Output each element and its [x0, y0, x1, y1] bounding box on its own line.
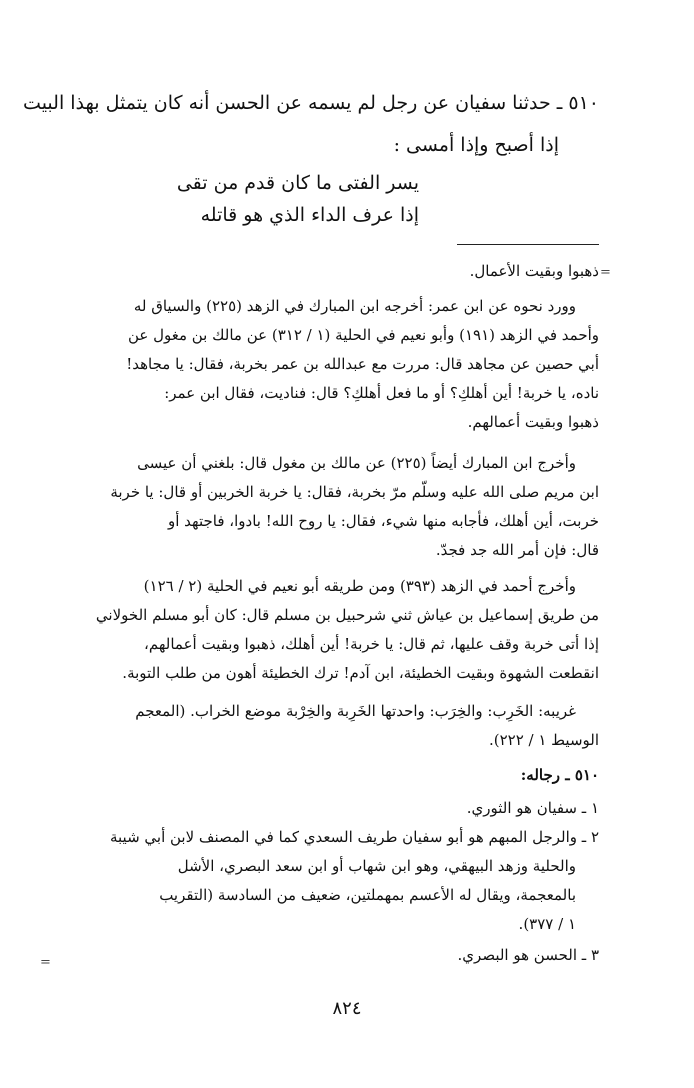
verse-line-2: إذا عرف الداء الذي هو قاتله [200, 204, 419, 226]
note-p2-line-4: قال: فإن أمر الله جد فجدّ. [435, 541, 599, 559]
rijal-heading: ٥١٠ ـ رجاله: [520, 766, 599, 784]
note-p4-line-1: غريبه: الخَرِب: والخِرَب: واحدتها الخَرِبة والخِرْبة موضع الخراب. (المعجم [135, 702, 576, 720]
rijal-item-2-cont-2: بالمعجمة، ويقال له الأعسم بمهملتين، ضعيف من السادسة (التقريب [159, 886, 576, 904]
rijal-item-2-cont-3: ١ / ٣٧٧). [518, 915, 576, 933]
note-p2-line-2: ابن مريم صلى الله عليه وسلّم مرّ بخربة، فقال: يا خربة الخربين أو قال: يا خربة [110, 483, 599, 501]
hadith-line-2: إذا أصبح وإذا أمسى : [393, 134, 559, 156]
note-p1-line-2: وأحمد في الزهد (١٩١) وأبو نعيم في الحلية (١ / ٣١٢) عن مالك بن مغول عن [127, 326, 599, 344]
note-p1-line-3: أبي حصين عن مجاهد قال: مررت مع عبدالله بن عمر بخربة، فقال: يا مجاهد! [126, 355, 599, 373]
note-p3-line-2: من طريق إسماعيل بن عياش ثني شرحبيل بن مسلم قال: كان أبو مسلم الخولاني [95, 606, 599, 624]
rijal-item-1: ١ ـ سفيان هو الثوري. [466, 799, 599, 817]
note-p3-line-1: وأخرج أحمد في الزهد (٣٩٣) ومن طريقه أبو نعيم في الحلية (٢ / ١٢٦) [143, 577, 576, 595]
rijal-item-3: ٣ ـ الحسن هو البصري. [457, 946, 599, 964]
note-p1-line-1: وورد نحوه عن ابن عمر: أخرجه ابن المبارك في الزهد (٢٢٥) والسياق له [133, 297, 576, 315]
note-p1-line-4: ناده، يا خربة! أين أهلكِ؟ أو ما فعل أهلكِ؟ قال: فناديت، فقال ابن عمر: [164, 384, 599, 402]
note-p1-line-5: ذهبوا وبقيت أعمالهم. [467, 413, 599, 431]
rijal-item-2-cont-1: والحلية وزهد البيهقي، وهو ابن شهاب أو ابن سعد البصري، الأشل [177, 857, 576, 875]
page-number: ٨٢٤ [332, 998, 362, 1019]
note-p2-line-3: خربت، أين أهلك، فأجابه منها شيء، فقال: يا روح الله! بادوا، فاجتهد أو [168, 512, 599, 530]
note-p3-line-4: انقطعت الشهوة وبقيت الخطيئة، ابن آدم! ترك الخطيئة أهون من طلب التوبة. [122, 664, 599, 682]
note-p4-line-2: الوسيط ١ / ٢٢٢). [488, 731, 599, 749]
note-p2-line-1: وأخرج ابن المبارك أيضاً (٢٢٥) عن مالك بن مغول قال: بلغني أن عيسى [137, 454, 576, 472]
note-p3-line-3: إذا أتى خربة وقف عليها، ثم قال: يا خربة! أين أهلك، ذهبوا وبقيت أعمالهم، [144, 635, 599, 653]
margin-mark-bottom: = [40, 955, 51, 970]
rijal-item-2: ٢ ـ والرجل المبهم هو أبو سفيان طريف السعدي كما في المصنف لابن أبي شيبة [109, 828, 599, 846]
notes-heading: ذهبوا وبقيت الأعمال. [469, 262, 599, 280]
verse-line-1: يسر الفتى ما كان قدم من تقى [176, 172, 419, 194]
hadith-line-1: ٥١٠ ـ حدثنا سفيان عن رجل لم يسمه عن الحسن أنه كان يتمثل بهذا البيت [23, 92, 599, 114]
footnote-separator [457, 244, 599, 245]
margin-mark-top: = [600, 265, 611, 280]
